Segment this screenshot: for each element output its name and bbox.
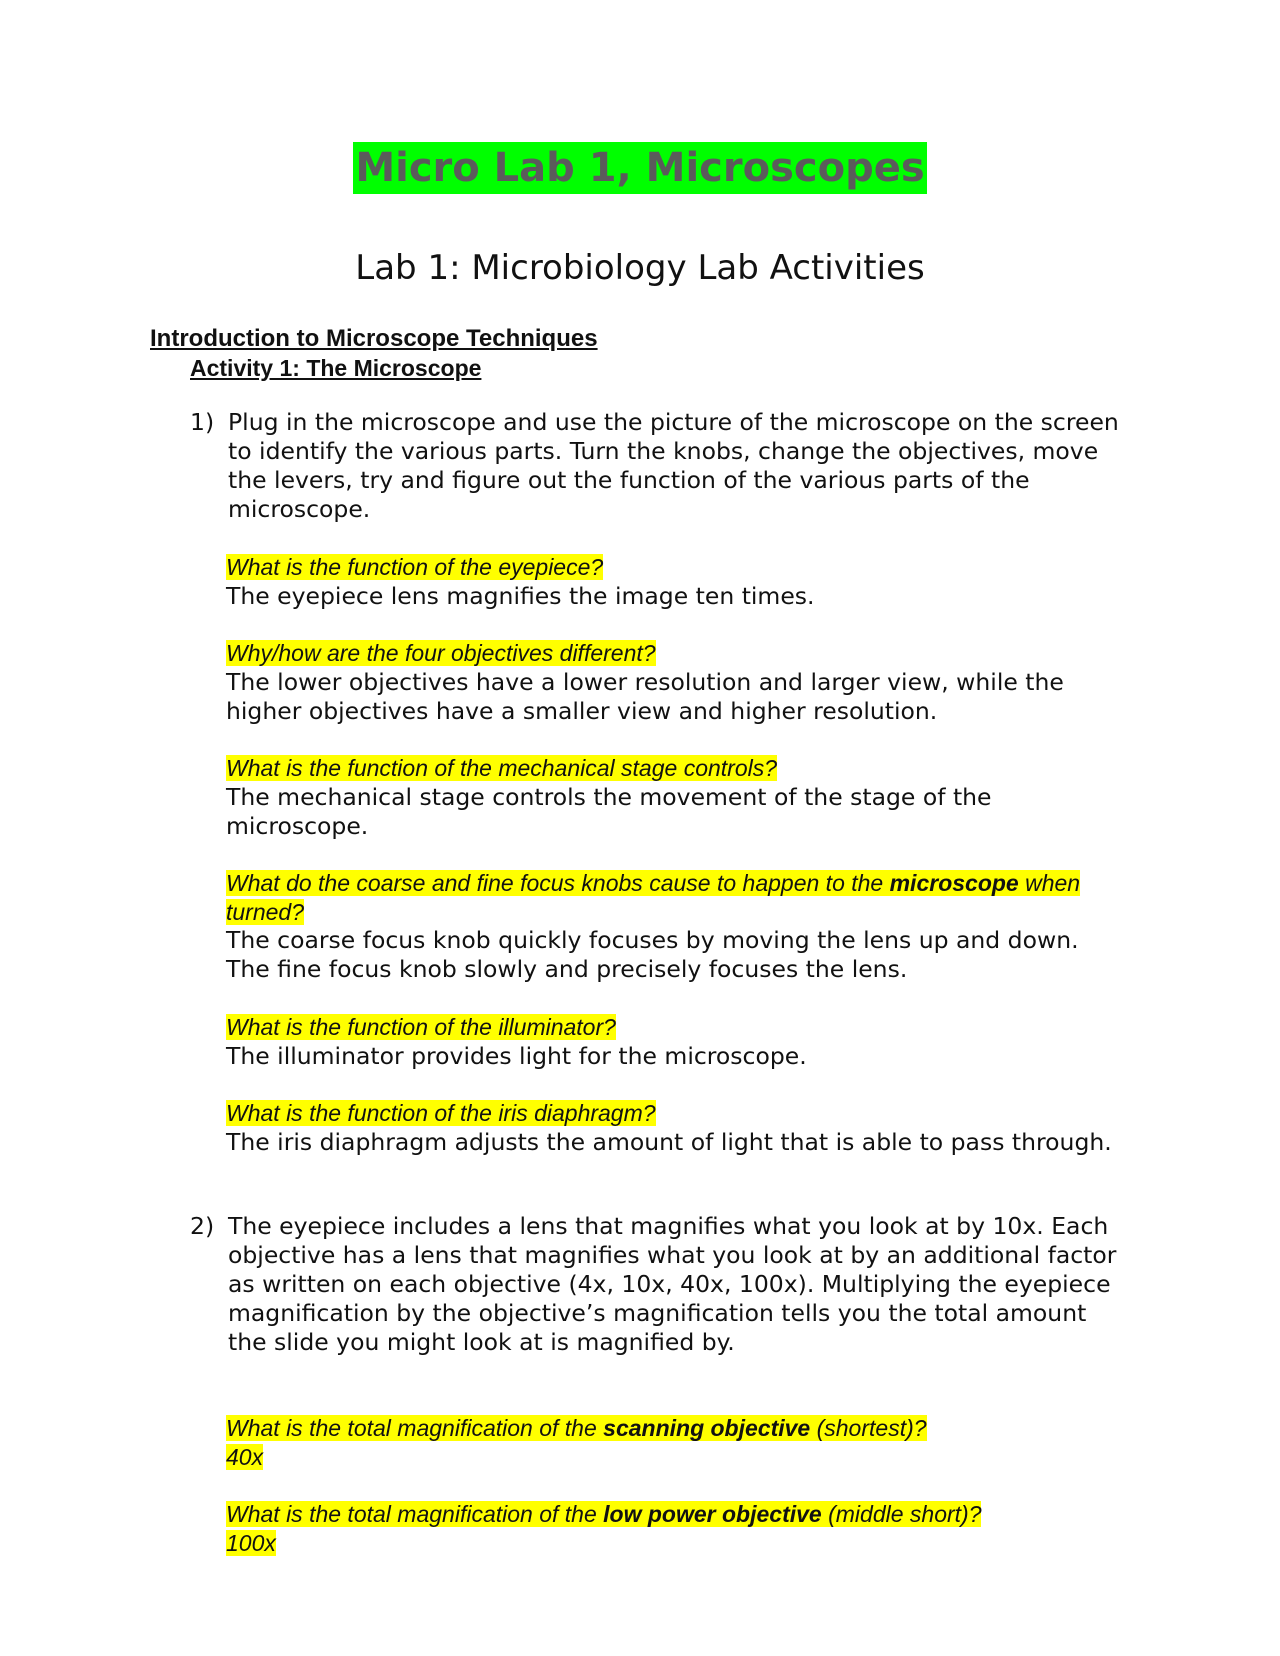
item-number: 2)	[190, 1212, 215, 1240]
question	[226, 1099, 1126, 1128]
question-text-bold: low power objective	[603, 1501, 822, 1527]
numbered-item-2	[190, 1212, 1130, 1357]
title-container	[0, 142, 1280, 194]
qa-low-power-objective	[226, 1500, 1126, 1557]
question	[226, 1414, 1126, 1443]
activity-heading: Activity 1: The Microscope	[190, 355, 482, 381]
qa-eyepiece	[226, 553, 1126, 611]
question-text: What is the function of the iris diaphragm?	[226, 1100, 656, 1126]
qa-focus-knobs	[226, 869, 1126, 984]
question-text-pre: What is the total magnification of the	[226, 1501, 604, 1527]
document-title: Micro Lab 1, Microscopes	[353, 142, 926, 194]
answer: The iris diaphragm adjusts the amount of light that is able to pass through.	[226, 1127, 1112, 1156]
qa-illuminator	[226, 1013, 1126, 1071]
question	[226, 869, 1126, 926]
answer-text: 40x	[226, 1443, 264, 1470]
answer	[226, 1529, 1126, 1558]
item-text: Plug in the microscope and use the picture of the microscope on the screen to identify the various parts. Turn the knobs, change the objectives, move the levers, try and figure out the function of the various parts of the microscope.	[228, 408, 1119, 523]
answer-text: 100x	[226, 1529, 276, 1556]
question-text-pre: What do the coarse and fine focus knobs cause to happen to the	[226, 870, 890, 896]
section-heading: Introduction to Microscope Techniques	[150, 325, 598, 352]
question	[226, 1500, 1126, 1529]
document-subtitle: Lab 1: Microbiology Lab Activities	[355, 248, 925, 288]
question-text-post: (shortest)?	[810, 1415, 927, 1441]
answer: The lower objectives have a lower resolution and larger view, while the higher objectives have a smaller view and higher resolution.	[226, 667, 1064, 725]
question-text-post: (middle short)?	[821, 1501, 982, 1527]
question-text-post: when turned?	[226, 870, 1081, 925]
question-text: Why/how are the four objectives different?	[226, 640, 656, 666]
answer: The eyepiece lens magnifies the image ten times.	[226, 581, 815, 610]
answer: The illuminator provides light for the microscope.	[226, 1041, 807, 1070]
question-text: What is the function of the illuminator?	[226, 1014, 616, 1040]
answer: The coarse focus knob quickly focuses by moving the lens up and down. The fine focus knob slowly and precisely focuses the lens.	[226, 926, 1079, 983]
qa-scanning-objective	[226, 1414, 1126, 1471]
answer	[226, 1443, 1126, 1472]
question-text-pre: What is the total magnification of the	[226, 1415, 604, 1441]
question-text-bold: microscope	[889, 870, 1019, 896]
question	[226, 754, 1126, 783]
question	[226, 1013, 1126, 1042]
answer: The mechanical stage controls the movement of the stage of the microscope.	[226, 782, 992, 840]
qa-objectives	[226, 639, 1126, 726]
question	[226, 553, 1126, 582]
qa-iris-diaphragm	[226, 1099, 1126, 1157]
question-text: What is the function of the eyepiece?	[226, 554, 604, 580]
item-text: The eyepiece includes a lens that magnifies what you look at by 10x. Each objective has a lens that magnifies what you look at by an additional factor as written on each objective (4x, 10x, 40x, 100x). Multiplying the eyepiece magnification by the objective’s magnification tells you the total amount the slide you might look at is magnified by.	[228, 1212, 1117, 1356]
question-text-bold: scanning objective	[603, 1415, 811, 1441]
numbered-item-1	[190, 408, 1130, 524]
question	[226, 639, 1126, 668]
question-text: What is the function of the mechanical stage controls?	[226, 755, 778, 781]
qa-stage-controls	[226, 754, 1126, 841]
item-number: 1)	[190, 408, 215, 436]
